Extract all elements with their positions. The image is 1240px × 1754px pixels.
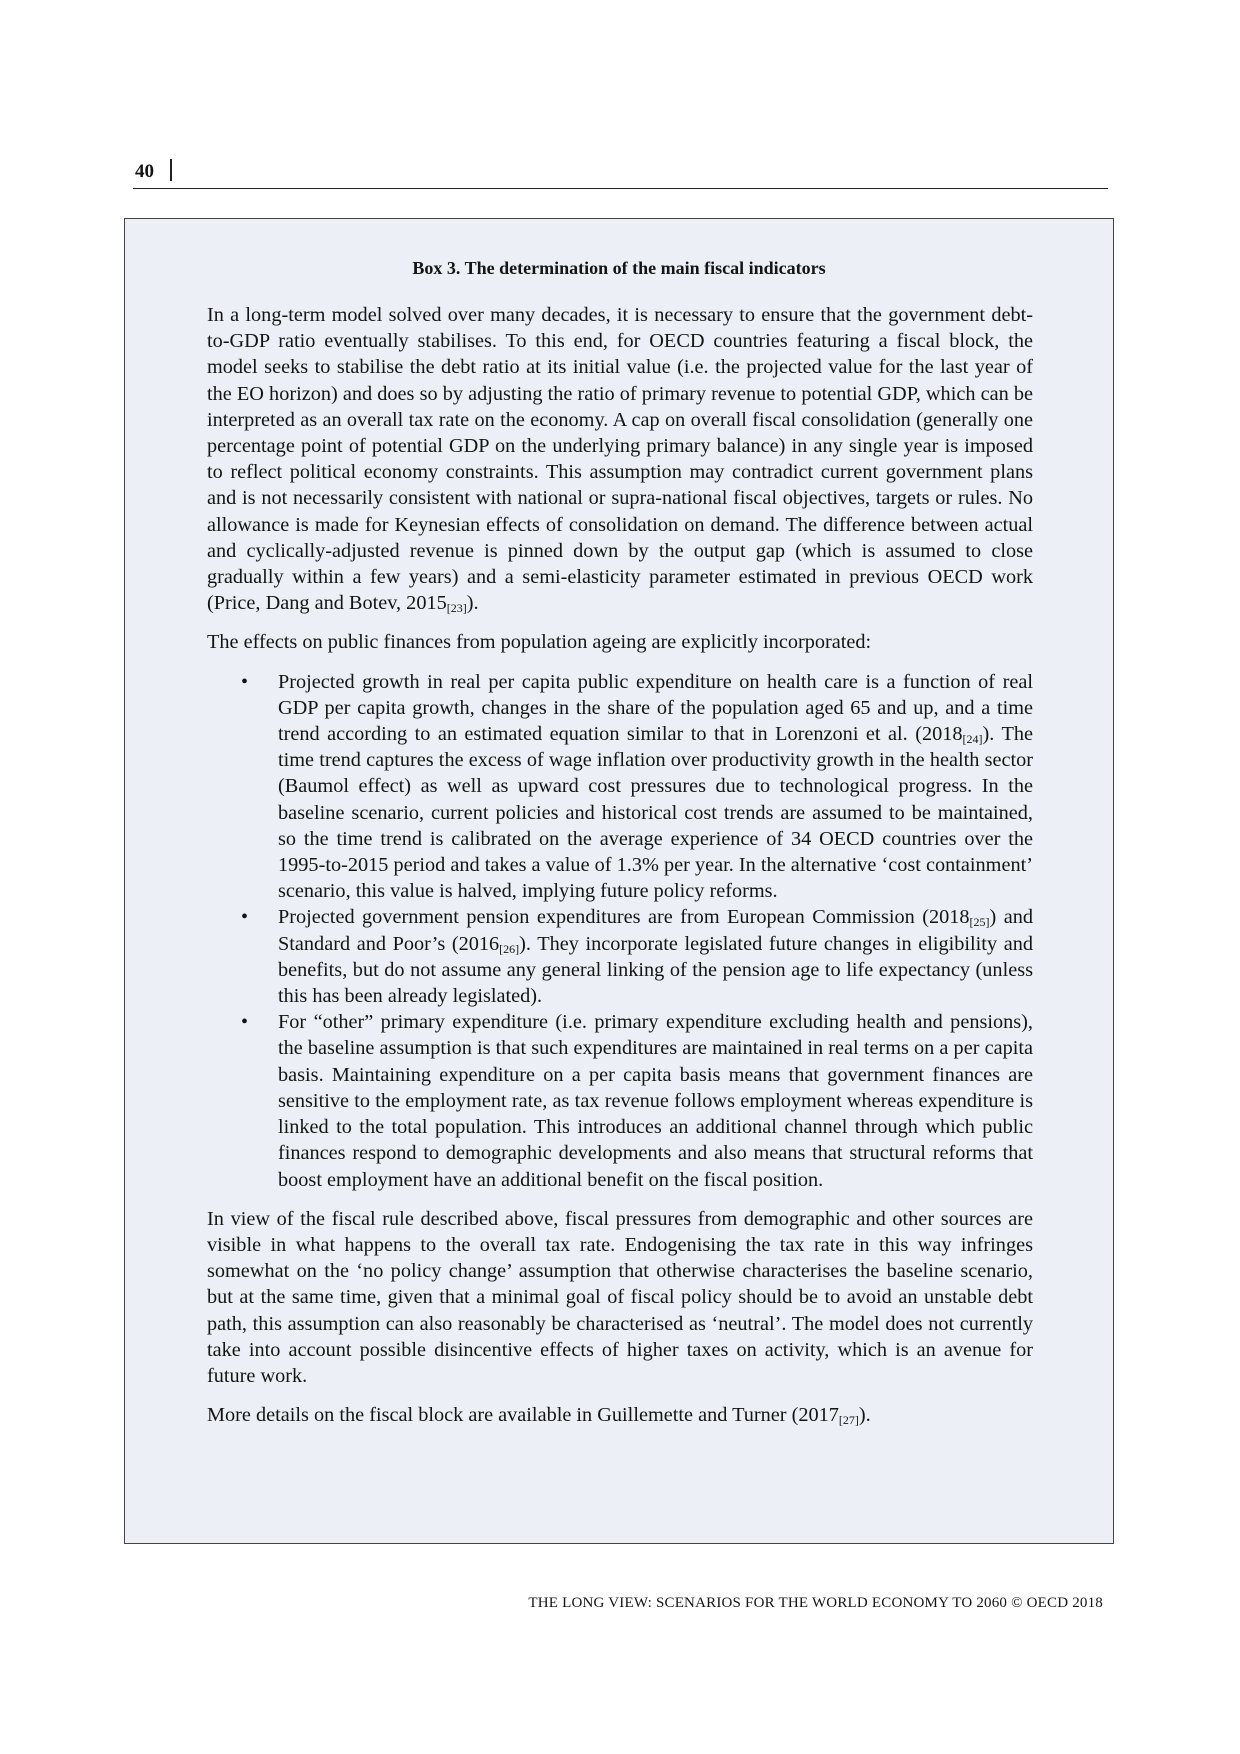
bullet-list xyxy=(207,669,1033,1193)
paragraph-ageing-intro: The effects on public finances from population ageing are explicitly incorporated: xyxy=(207,631,872,654)
bullet-text: ). The time trend captures the excess of wage inflation over productivity growth in the health sector (Baumol effect) as well as upward cost pressures due to technological progress. In the baseline scenario, current policies and historical cost trends are assumed to be maintained, so the time trend is calibrated on the average experience of 34 OECD countries over the 1995-to-2015 period and takes a value of 1.3% per year. In the alternative ‘cost containment’ scenario, this value is halved, implying future policy reforms. xyxy=(278,723,1033,903)
paragraph-text: In a long-term model solved over many decades, it is necessary to ensure that the government debt-to-GDP ratio eventually stabilises. To this end, for OECD countries featuring a fiscal block, the model seeks to stabilise the debt ratio at its initial value (i.e. the projected value for the last year of the EO horizon) and does so by adjusting the ratio of primary revenue to potential GDP, which can be interpreted as an overall tax rate on the economy. A cap on overall fiscal consolidation (generally one percentage point of potential GDP on the underlying primary balance) in any single year is imposed to reflect political economy constraints. This assumption may contradict current government plans and is not necessarily consistent with national or supra-national fiscal objectives, targets or rules. No allowance is made for Keynesian effects of consolidation on demand. The difference between actual and cyclically-adjusted revenue is pinned down by the output gap (which is assumed to close gradually within a few years) and a semi-elasticity parameter estimated in previous OECD work (Price, Dang and Botev, 2015 xyxy=(207,304,1033,615)
paragraph-text: More details on the fiscal block are available in Guillemette and Turner (2017 xyxy=(207,1404,839,1427)
bullet-other-expenditure xyxy=(207,1009,1033,1192)
bullet-text: ) and Standard and Poor’s (2016 xyxy=(278,906,1033,955)
bullet-text: For “other” primary expenditure (i.e. primary expenditure excluding health and pensions), the baseline assumption is that such expenditures are maintained in real terms on a per capita basis. Maintaining expenditure on a per capita basis means that government finances are sensitive to the employment rate, as tax revenue follows employment whereas expenditure is linked to the total population. This introduces an additional channel through which public finances respond to demographic developments and also means that structural reforms that boost employment have an additional benefit on the fiscal position. xyxy=(278,1011,1033,1191)
paragraph-more-details xyxy=(207,1402,1033,1428)
bullet-text: Projected growth in real per capita public expenditure on health care is a function of real GDP per capita growth, changes in the share of the population aged 65 and up, and a time trend according to an estimated equation similar to that in Lorenzoni et al. (2018 xyxy=(278,670,1033,746)
page-header xyxy=(133,158,1108,189)
page-footer: THE LONG VIEW: SCENARIOS FOR THE WORLD ECONOMY TO 2060 © OECD 2018 xyxy=(528,1595,1103,1611)
reference-27[interactable]: [27] xyxy=(838,1413,859,1428)
paragraph-fiscal-rule: In view of the fiscal rule described above, fiscal pressures from demographic and other sources are visible in what happens to the overall tax rate. Endogenising the tax rate in this way infringes somewhat on the ‘no policy change’ assumption that otherwise characterises the baseline scenario, but at the same time, given that a minimal goal of fiscal policy should be to avoid an unstable debt path, this assumption can also reasonably be characterised as ‘neutral’. The model does not currently take into account possible disincentive effects of higher taxes on activity, which is an avenue for future work. xyxy=(207,1207,1033,1387)
paragraph-end: ). xyxy=(466,592,479,615)
page-number: 40 xyxy=(135,161,154,182)
bullet-health-expenditure xyxy=(207,669,1033,905)
paragraph-end: ). xyxy=(858,1404,871,1427)
box-title: Box 3. The determination of the main fiscal indicators xyxy=(412,258,826,278)
paragraph-debt-stabilisation xyxy=(207,302,1033,616)
reference-26[interactable]: [26] xyxy=(499,941,520,956)
box-body xyxy=(207,302,1033,1441)
bullet-icon: • xyxy=(241,1011,249,1034)
reference-24[interactable]: [24] xyxy=(962,732,983,747)
box-3 xyxy=(124,218,1114,1544)
reference-25[interactable]: [25] xyxy=(969,915,990,930)
bullet-text: ). They incorporate legislated future changes in eligibility and benefits, but do not assume any general linking of the pension age to life expectancy (unless this has been already legislated). xyxy=(278,932,1033,1008)
bullet-icon: • xyxy=(241,670,249,693)
bullet-pension-expenditure xyxy=(207,904,1033,1009)
bullet-icon: • xyxy=(241,906,249,929)
header-divider-bar xyxy=(170,159,172,181)
bullet-text: Projected government pension expenditures are from European Commission (2018 xyxy=(278,906,970,929)
reference-23[interactable]: [23] xyxy=(446,601,467,616)
